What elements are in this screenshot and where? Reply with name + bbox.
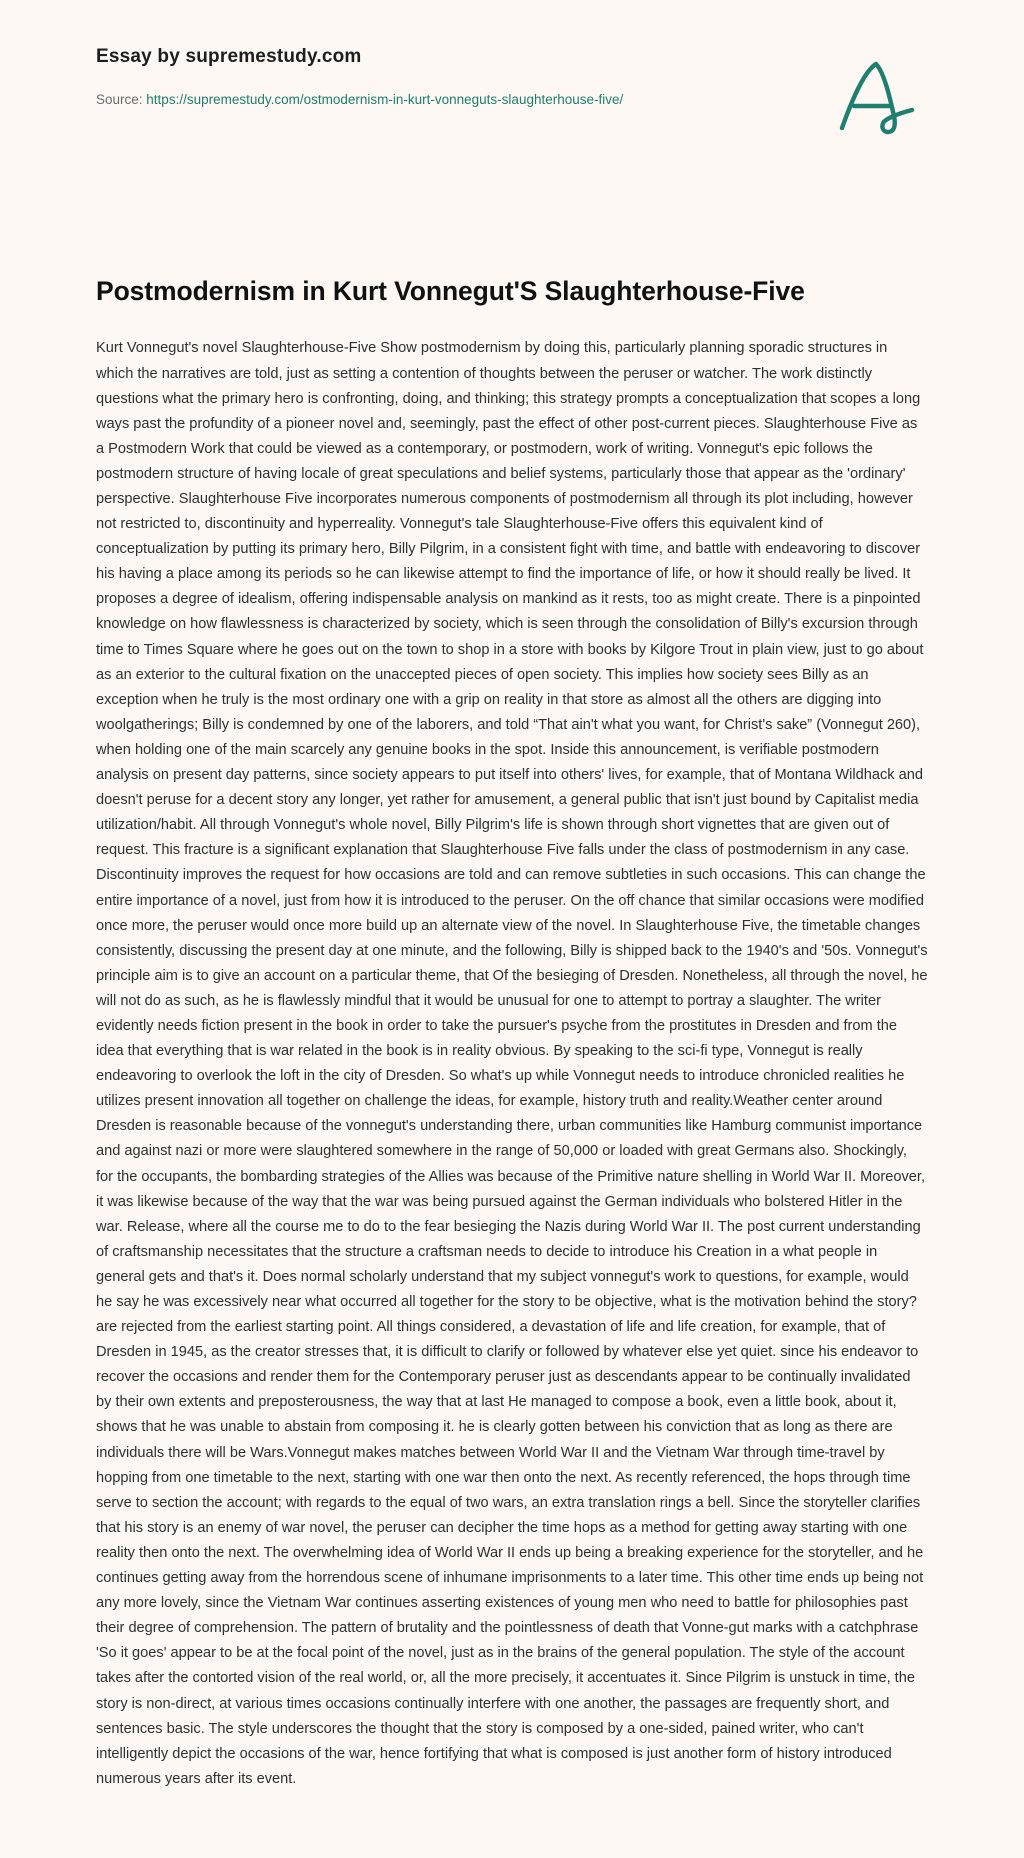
source-url-link[interactable]: https://supremestudy.com/ostmodernism-in-kurt-vonneguts-slaughterhouse-five/ [146, 91, 624, 107]
article-paragraph: Kurt Vonnegut's novel Slaughterhouse-Five Show postmodernism by doing this, particularly planning sporadic structures in which the narratives are told, just as setting a contention of thoughts between the peruser or watcher. The work distinctly questions what the primary hero is confronting, doing, and thinking; this strategy prompts a conceptualization that scopes a long ways past the profundity of a pioneer novel and, seemingly, past the effect of other post-current pieces. Slaughterhouse Five as a Postmodern Work that could be viewed as a contemporary, or postmodern, work of writing. Vonnegut's epic follows the postmodern structure of having locale of great speculations and belief systems, particularly those that appear as the 'ordinary' perspective. Slaughterhouse Five incorporates numerous components of postmodernism all through its plot including, however not restricted to, discontinuity and hyperreality. Vonnegut's tale Slaughterhouse-Five offers this equivalent kind of conceptualization by putting its primary hero, Billy Pilgrim, in a consistent fight with time, and battle with endeavoring to discover his having a place among its periods so he can likewise attempt to find the importance of life, or how it should really be lived. It proposes a degree of idealism, offering indispensable analysis on mankind as it rests, too as might create. There is a pinpointed knowledge on how flawlessness is characterized by society, which is seen through the consolidation of Billy's excursion through time to Times Square where he goes out on the town to shop in a store with books by Kilgore Trout in plain view, just to go about as an exterior to the cultural fixation on the unaccepted pieces of open society. This implies how society sees Billy as an exception when he truly is the most ordinary one with a grip on reality in that store as almost all the others are digging into woolgatherings; Billy is condemned by one of the laborers, and told “That ain't what you want, for Christ's sake” (Vonnegut 260), when holding one of the main scarcely any genuine books in the spot. Inside this announcement, is verifiable postmodern analysis on present day patterns, since society appears to put itself into others' lives, for example, that of Montana Wildhack and doesn't peruse for a decent story any longer, yet rather for amusement, a general public that isn't just bound by Capitalist media utilization/habit. All through Vonnegut's whole novel, Billy Pilgrim's life is shown through short vignettes that are given out of request. This fracture is a significant explanation that Slaughterhouse Five falls under the class of postmodernism in any case. Discontinuity improves the request for how occasions are told and can remove subtleties in such occasions. This can change the entire importance of a novel, just from how it is introduced to the peruser. On the off chance that similar occasions were modified once more, the peruser would once more build up an alternate view of the novel. In Slaughterhouse Five, the timetable changes consistently, discussing the present day at one minute, and the following, Billy is shipped back to the 1940's and '50s. Vonnegut's principle aim is to give an account on a particular theme, that Of the besieging of Dresden. Nonetheless, all through the novel, he will not do as such, as he is flawlessly mindful that it would be unusual for one to attempt to portray a slaughter. The writer evidently needs fiction present in the book in order to take the pursuer's psyche from the prostitutes in Dresden and from the idea that everything that is war related in the book is in reality obvious. By speaking to the sci-fi type, Vonnegut is really endeavoring to overlook the loft in the city of Dresden. So what's up while Vonnegut needs to introduce chronicled realities he utilizes present innovation all together on challenge the ideas, for example, history truth and reality.Weather center around Dresden is reasonable because of the vonnegut's understanding there, urban communities like Hamburg communist importance and against nazi or more were slaughtered somewhere in the range of 50,000 or loaded with great Germans also. Shockingly, for the occupants, the bombarding strategies of the Allies was because of the Primitive nature shelling in World War II. Moreover, it was likewise because of the way that the war was being pursued against the German individuals who bolstered Hitler in the war. Release, where all the course me to do to the fear besieging the Nazis during World War II. The post current understanding of craftsmanship necessitates that the structure a craftsman needs to decide to introduce his Creation in a what people in general gets and that's it. Does normal scholarly understand that my subject vonnegut's work to questions, for example, would he say he was excessively near what occurred all together for the story to be objective, what is the motivation behind the story? are rejected from the earliest starting point. All things considered, a devastation of life and life creation, for example, that of Dresden in 1945, as the creator stresses that, it is difficult to clarify or followed by whatever else yet quiet. since his endeavor to recover the occasions and render them for the Contemporary peruser just as descendants appear to be continually invalidated by their own extents and preposterousness, the way that at last He managed to compose a book, even a little book, about it, shows that he was unable to abstain from composing it. he is clearly gotten between his conviction that as long as there are individuals there will be Wars.Vonnegut makes matches between World War II and the Vietnam War through time-travel by hopping from one timetable to the next, starting with one war then onto the next. As recently referenced, the hops through time serve to section the account; with regards to the equal of two wars, an extra translation rings a bell. Since the storyteller clarifies that his story is an enemy of war novel, the peruser can decipher the time hops as a method for getting away starting with one reality then onto the next. The overwhelming idea of World War II ends up being a breaking experience for the storyteller, and he continues getting away from the horrendous scene of inhumane imprisonments to a later time. This other time ends up being not any more lovely, since the Vietnam War continues asserting existences of young men who need to battle for philosophies past their degree of comprehension. The pattern of brutality and the pointlessness of death that Vonne-gut marks with a catchphrase 'So it goes' appear to be at the focal point of the novel, just as in the brains of the general population. The style of the account takes after the contorted vision of the real world, or, all the more precisely, it accentuates it. Since Pilgrim is unstuck in time, the story is non-direct, at various times occasions continually interfere with one another, the passages are frequently short, and sentences basic. The style underscores the thought that the story is composed by a one-sided, pained writer, who can't intelligently depict the occasions of the war, hence fortifying that what is composed is just another form of history introduced numerous years after its event. [96, 340, 928, 1787]
source-label: Source: [96, 91, 143, 107]
masthead [96, 46, 928, 158]
site-logo-icon [828, 54, 920, 140]
page-title: Postmodernism in Kurt Vonnegut'S Slaughterhouse-Five [96, 276, 805, 306]
site-brand: Essay by supremestudy.com [96, 46, 362, 67]
article-body [96, 336, 928, 1791]
source-line [96, 91, 928, 110]
